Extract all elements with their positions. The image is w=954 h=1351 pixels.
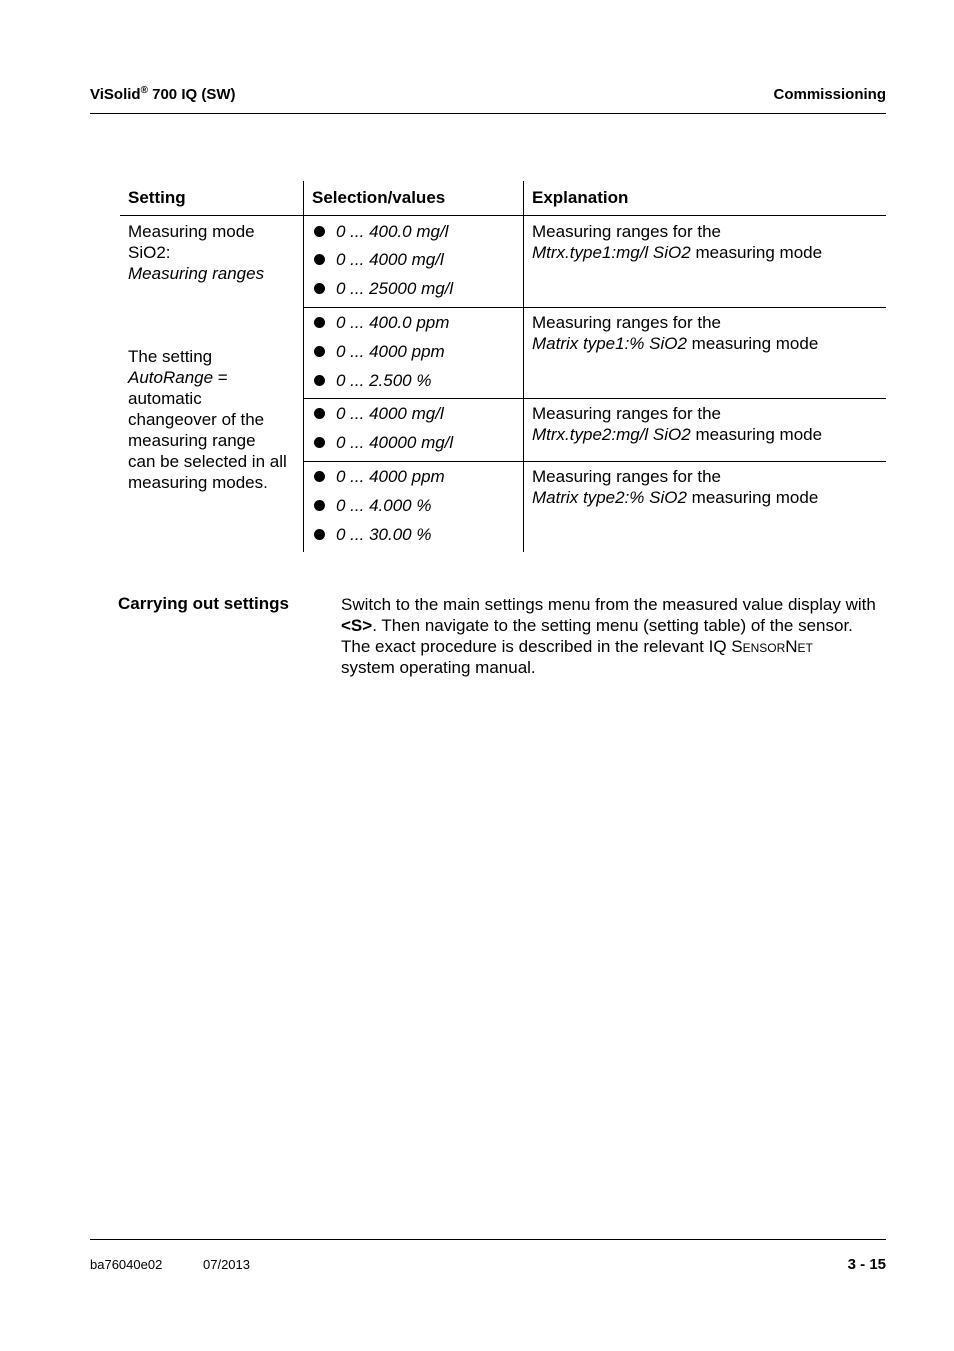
explanation-prefix: Measuring ranges for the xyxy=(532,467,721,486)
bullet-icon xyxy=(314,226,325,237)
value-text: 0 ... 25000 mg/l xyxy=(336,279,454,298)
explanation-prefix: Measuring ranges for the xyxy=(532,313,721,332)
note-prefix: The setting xyxy=(128,347,213,366)
header-explanation: Explanation xyxy=(532,188,629,207)
product-name: ViSolid xyxy=(90,86,141,103)
header-section: Commissioning xyxy=(773,86,886,103)
bullet-icon xyxy=(314,317,325,328)
para-line-3 xyxy=(341,636,889,657)
setting-line-3: Measuring ranges xyxy=(128,264,265,283)
explanation-mode-line xyxy=(532,333,882,354)
bullet-icon xyxy=(314,346,325,357)
table-divider-2 xyxy=(523,181,524,552)
explanation-suffix: measuring mode xyxy=(690,425,823,444)
header-product xyxy=(90,86,235,103)
para-line-1: Switch to the main settings menu from the measured value display with xyxy=(341,595,876,614)
registered-mark: ® xyxy=(140,85,148,96)
bullet-icon xyxy=(314,408,325,419)
para-line-3-text: The exact procedure is described in the relevant IQ xyxy=(341,637,732,656)
explanation-prefix: Measuring ranges for the xyxy=(532,404,721,423)
bullet-icon xyxy=(314,375,325,386)
explanation-mode-line xyxy=(532,424,882,445)
setting-line-1: Measuring mode xyxy=(128,222,255,241)
explanation-mode: Mtrx.type2:mg/l SiO2 xyxy=(532,425,691,444)
value-text: 0 ... 4000 ppm xyxy=(336,342,445,361)
para-line-4: system operating manual. xyxy=(341,658,536,677)
table-header-rule xyxy=(120,215,886,216)
para-line-2 xyxy=(341,615,889,636)
autorange-note xyxy=(128,346,300,493)
bullet-icon xyxy=(314,471,325,482)
value-text: 0 ... 40000 mg/l xyxy=(336,433,454,452)
value-text: 0 ... 2.500 % xyxy=(336,371,432,390)
bullet-icon xyxy=(314,500,325,511)
settings-paragraph xyxy=(341,594,889,678)
note-line-4: can be selected in all xyxy=(128,452,287,471)
value-text: 0 ... 400.0 mg/l xyxy=(336,222,449,241)
header-selection-values: Selection/values xyxy=(312,188,446,207)
footer-rule xyxy=(90,1239,886,1240)
bullet-icon xyxy=(314,283,325,294)
explanation-mode: Mtrx.type1:mg/l SiO2 xyxy=(532,243,691,262)
note-eq: = xyxy=(213,368,228,387)
explanation-mode-line xyxy=(532,242,882,263)
footer-date: 07/2013 xyxy=(203,1257,250,1272)
para-line-2-text: . Then navigate to the setting menu (setting table) of the sensor. xyxy=(372,616,853,635)
note-term: AutoRange xyxy=(128,368,214,387)
product-model: 700 IQ (SW) xyxy=(147,86,236,103)
value-text: 0 ... 4000 mg/l xyxy=(336,250,444,269)
explanation-mode: Matrix type1:% SiO2 xyxy=(532,334,687,353)
footer-doc-id: ba76040e02 xyxy=(90,1257,163,1272)
settings-table xyxy=(120,181,886,552)
note-line-5: measuring modes. xyxy=(128,473,268,492)
bullet-icon xyxy=(314,529,325,540)
explanation-cell xyxy=(532,312,882,354)
note-line-1: automatic xyxy=(128,389,202,408)
row-rule-1 xyxy=(303,307,886,308)
note-term-line xyxy=(128,367,300,388)
explanation-mode: Matrix type2:% SiO2 xyxy=(532,488,687,507)
explanation-suffix: measuring mode xyxy=(686,488,819,507)
section-label: Carrying out settings xyxy=(118,594,289,613)
header-rule xyxy=(90,113,886,114)
note-line-2: changeover of the xyxy=(128,410,265,429)
brand-name: SensorNet xyxy=(731,637,813,656)
page-number: 3 - 15 xyxy=(847,1256,886,1273)
value-text: 0 ... 4000 ppm xyxy=(336,467,445,486)
row-rule-3 xyxy=(303,461,886,462)
value-text: 0 ... 4000 mg/l xyxy=(336,404,444,423)
explanation-mode-line xyxy=(532,487,882,508)
setting-cell xyxy=(128,221,300,284)
row-rule-2 xyxy=(303,398,886,399)
explanation-cell xyxy=(532,403,882,445)
note-line-3: measuring range xyxy=(128,431,256,450)
explanation-suffix: measuring mode xyxy=(690,243,823,262)
header-setting: Setting xyxy=(128,188,186,207)
bullet-icon xyxy=(314,437,325,448)
table-divider-1 xyxy=(303,181,304,552)
key-s: <S> xyxy=(341,616,373,635)
explanation-cell xyxy=(532,466,882,508)
value-text: 0 ... 400.0 ppm xyxy=(336,313,450,332)
explanation-cell xyxy=(532,221,882,263)
value-text: 0 ... 4.000 % xyxy=(336,496,432,515)
value-text: 0 ... 30.00 % xyxy=(336,525,432,544)
bullet-icon xyxy=(314,254,325,265)
explanation-suffix: measuring mode xyxy=(686,334,819,353)
setting-line-2: SiO2: xyxy=(128,243,171,262)
explanation-prefix: Measuring ranges for the xyxy=(532,222,721,241)
